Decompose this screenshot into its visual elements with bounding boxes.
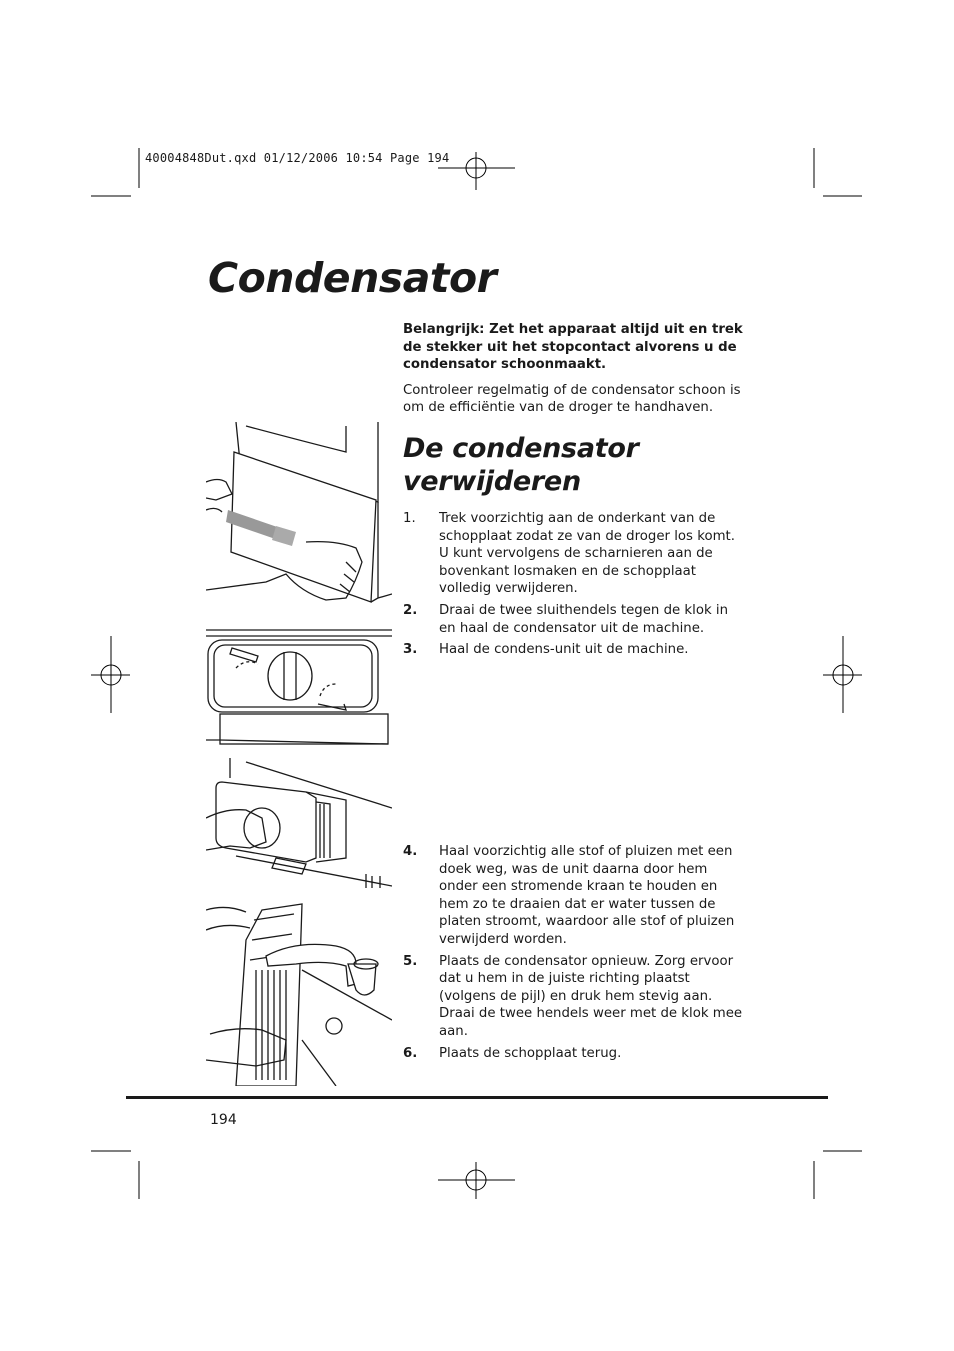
rinse-condenser-illustration [206,900,392,1086]
page-title: Condensator [208,254,497,302]
condenser-handles-illustration [206,628,392,746]
steps-list-a [403,510,748,663]
intro-text: Controleer regelmatig of de condensator schoon is om de efficiëntie van de droger te handhaven. [403,382,741,416]
page-number: 194 [210,1112,237,1128]
step-item: 4. Haal voorzichtig alle stof of pluizen met een doek weg, was de unit daarna door hem onder een stromende kraan te houden en hem zo te draaien dat er water tussen de platen stroomt, waardoor alle stof of pluizen verwijderd worden. [403,844,735,947]
step-item: 3. Haal de condens-unit uit de machine. [403,642,689,658]
file-slug: 40004848Dut.qxd 01/12/2006 10:54 Page 194 [145,151,450,165]
step-item: 1. Trek voorzichtig aan de onderkant van de schopplaat zodat ze van de droger los komt. U kunt vervolgens de scharnieren aan de bovenkant losmaken en de schopplaat volledig verwijderen. [403,511,735,597]
step-item: 6. Plaats de schopplaat terug. [403,1045,622,1061]
section-title: De condensator verwijderen [403,433,639,497]
footer-rule [126,1096,828,1099]
step-item: 5. Plaats de condensator opnieuw. Zorg ervoor dat u hem in de juiste richting plaatst (volgens de pijl) en druk hem stevig aan. Draai de twee hendels weer met de klok mee aan. [403,953,743,1039]
warning-text: Belangrijk: Zet het apparaat altijd uit en trek de stekker uit het stopcontact alvorens u de condensator schoonmaakt. [403,322,743,373]
remove-kickplate-illustration [206,422,392,618]
step-item: 2. Draai de twee sluithendels tegen de klok in en haal de condensator uit de machine. [403,602,729,636]
steps-list-b [403,843,748,1066]
intro-block [403,321,748,425]
pull-condenser-illustration [206,758,392,890]
